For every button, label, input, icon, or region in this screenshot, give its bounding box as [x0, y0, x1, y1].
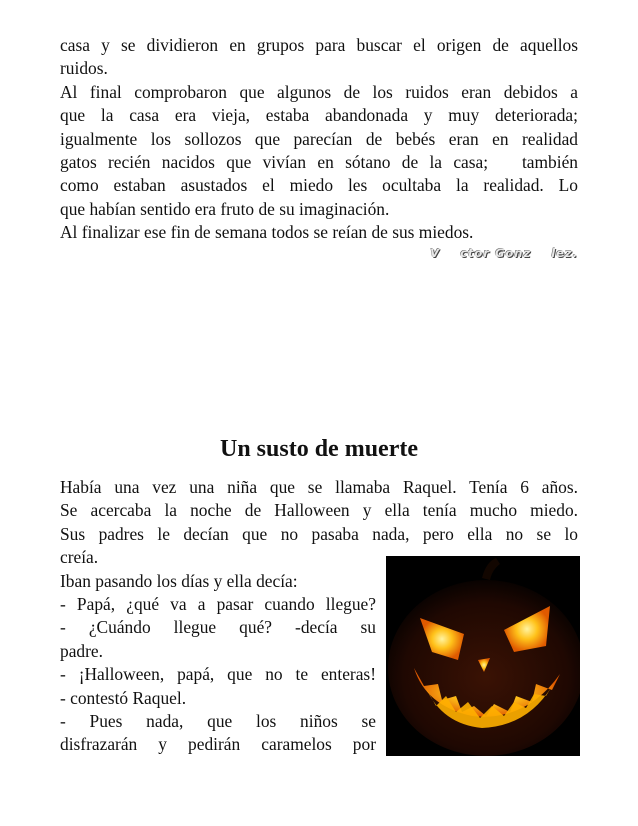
- previous-story-continuation: [60, 34, 578, 245]
- text-line: Al final comprobaron que algunos de los ruidos eran debidos a: [60, 81, 578, 102]
- text-line: casa y se dividieron en grupos para buscar el origen de aquellos: [60, 35, 578, 55]
- jack-o-lantern-image: [386, 556, 580, 756]
- text-line: - Pues nada, que los niños se: [60, 711, 376, 732]
- text-line: padre.: [60, 640, 103, 661]
- text-line: Se acercaba la noche de Halloween y ella tenía mucho miedo.: [60, 500, 578, 521]
- text-line: ruidos.: [60, 58, 108, 79]
- story-title: Un susto de muerte: [220, 436, 418, 462]
- jack-o-lantern-icon: [386, 556, 580, 756]
- text-line: - Papá, ¿qué va a pasar cuando llegue?: [60, 594, 376, 615]
- text-line: Al finalizar ese fin de semana todos se reían de sus miedos.: [60, 222, 474, 243]
- text-line: que habían sentido era fruto de su imaginación.: [60, 198, 390, 219]
- text-line: - ¡Halloween, papá, que no te enteras!: [60, 664, 376, 685]
- text-line: disfrazarán y pedirán caramelos por: [60, 734, 376, 755]
- text-line: que la casa era vieja, estaba abandonada y muy deteriorada;: [60, 105, 578, 126]
- text-line: - ¿Cuándo llegue qué? -decía su: [60, 617, 376, 638]
- author-signature: V ctor Gonz lez.: [430, 246, 578, 260]
- text-line: creía.: [60, 547, 99, 568]
- text-line: Sus padres le decían que no pasaba nada, pero ella no se lo: [60, 523, 578, 544]
- text-line: como estaban asustados el miedo les ocultaba la realidad. Lo: [60, 175, 578, 196]
- text-line: Iban pasando los días y ella decía:: [60, 570, 298, 591]
- text-line: - contestó Raquel.: [60, 687, 187, 708]
- text-line: gatos recién nacidos que vivían en sótano de la casa; también: [60, 152, 578, 173]
- text-line: Había una vez una niña que se llamaba Raquel. Tenía 6 años.: [60, 477, 578, 497]
- text-line: igualmente los sollozos que parecían de bebés eran en realidad: [60, 128, 578, 149]
